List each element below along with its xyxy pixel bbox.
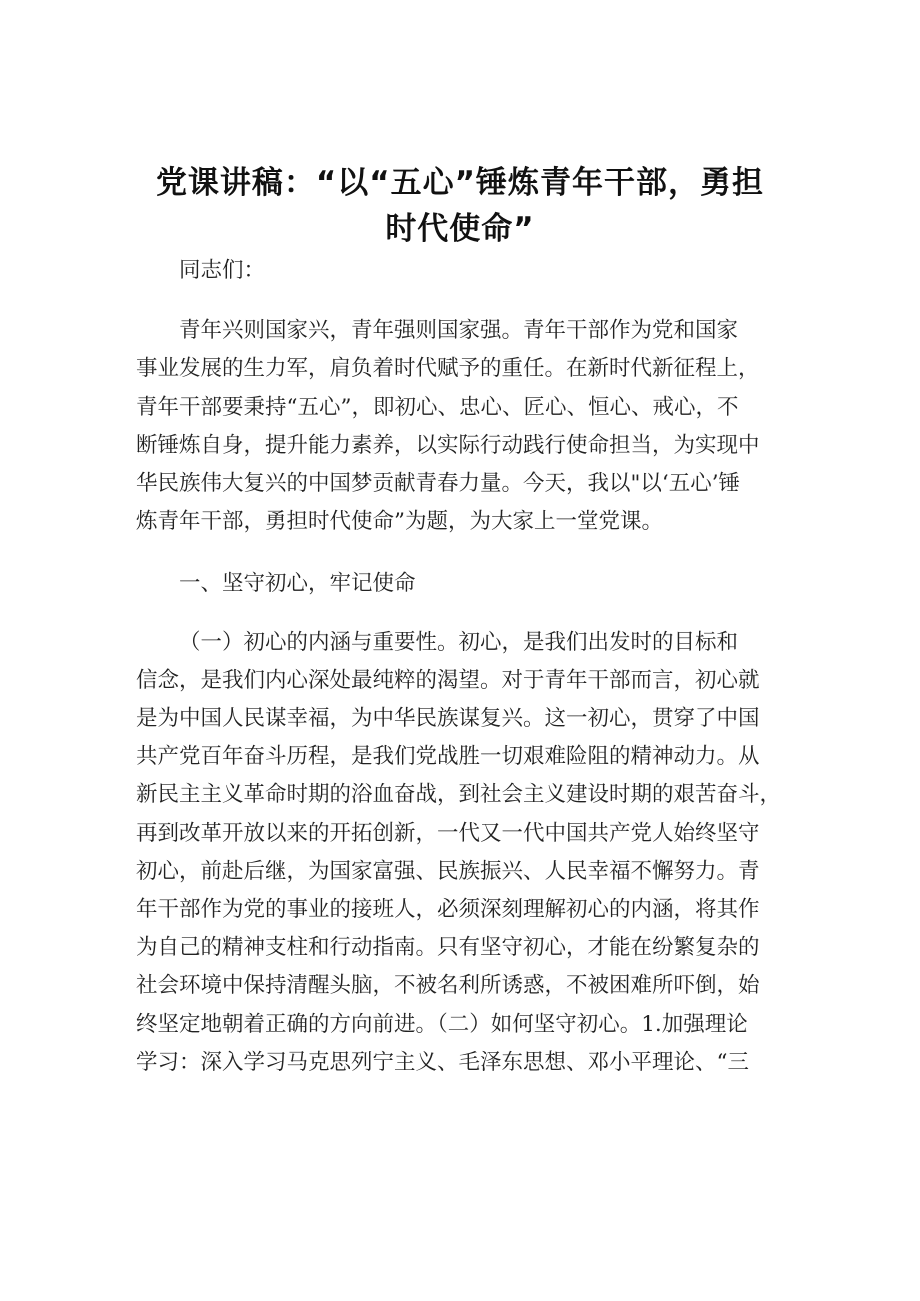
section1-line: 信念，是我们内心深处最纯粹的渴望。对于青年干部而言，初心就 — [136, 667, 760, 693]
document-title — [120, 160, 800, 252]
section1-line: 初心，前赴后继，为国家富强、民族振兴、人民幸福不懈努力。青 — [136, 858, 760, 884]
section1-line: 新民主主义革命时期的浴血奋战，到社会主义建设时期的艰苦奋斗， — [136, 782, 782, 808]
section1-line: 为自己的精神支柱和行动指南。只有坚守初心，才能在纷繁复杂的 — [136, 935, 760, 961]
intro-line: 青年干部要秉持“五心”，即初心、忠心、匠心、恒心、戒心，不 — [136, 394, 739, 420]
intro-line: 断锤炼自身，提升能力素养，以实际行动践行使命担当，为实现中 — [136, 432, 760, 458]
intro-line: 青年兴则国家兴，青年强则国家强。青年干部作为党和国家 — [179, 318, 739, 344]
title-line-1: 党课讲稿：“以“五心”锤炼青年干部，勇担 — [155, 165, 765, 201]
section1-line: 是为中国人民谋幸福，为中华民族谋复兴。这一初心，贯穿了中国 — [136, 706, 760, 732]
intro-paragraph — [136, 312, 800, 541]
section1-line: （一）初心的内涵与重要性。初心，是我们出发时的目标和 — [179, 629, 739, 655]
document-body — [136, 252, 800, 1082]
section1-line: 终坚定地朝着正确的方向前进。（二）如何坚守初心。1.加强理论 — [136, 1011, 748, 1037]
intro-line: 炼青年干部，勇担时代使命”为题，为大家上一堂党课。 — [136, 509, 663, 535]
section1-line: 学习：深入学习马克思列宁主义、毛泽东思想、邓小平理论、“三 — [136, 1049, 749, 1075]
salutation: 同志们： — [179, 258, 266, 283]
section1-paragraph — [136, 624, 800, 1082]
section1-line: 共产党百年奋斗历程，是我们党战胜一切艰难险阻的精神动力。从 — [136, 744, 760, 770]
intro-line: 华民族伟大复兴的中国梦贡献青春力量。今天，我以"以‘五心’锤 — [136, 471, 741, 497]
section1-line: 年干部作为党的事业的接班人，必须深刻理解初心的内涵，将其作 — [136, 897, 760, 923]
title-line-2: 时代使命” — [385, 211, 535, 247]
section1-line: 社会环境中保持清醒头脑，不被名利所诱惑，不被困难所吓倒，始 — [136, 973, 760, 999]
section-heading: 一、坚守初心，牢记使命 — [179, 571, 416, 597]
intro-line: 事业发展的生力军，肩负着时代赋予的重任。在新时代新征程上， — [136, 356, 760, 382]
section1-line: 再到改革开放以来的开拓创新，一代又一代中国共产党人始终坚守 — [136, 820, 760, 846]
